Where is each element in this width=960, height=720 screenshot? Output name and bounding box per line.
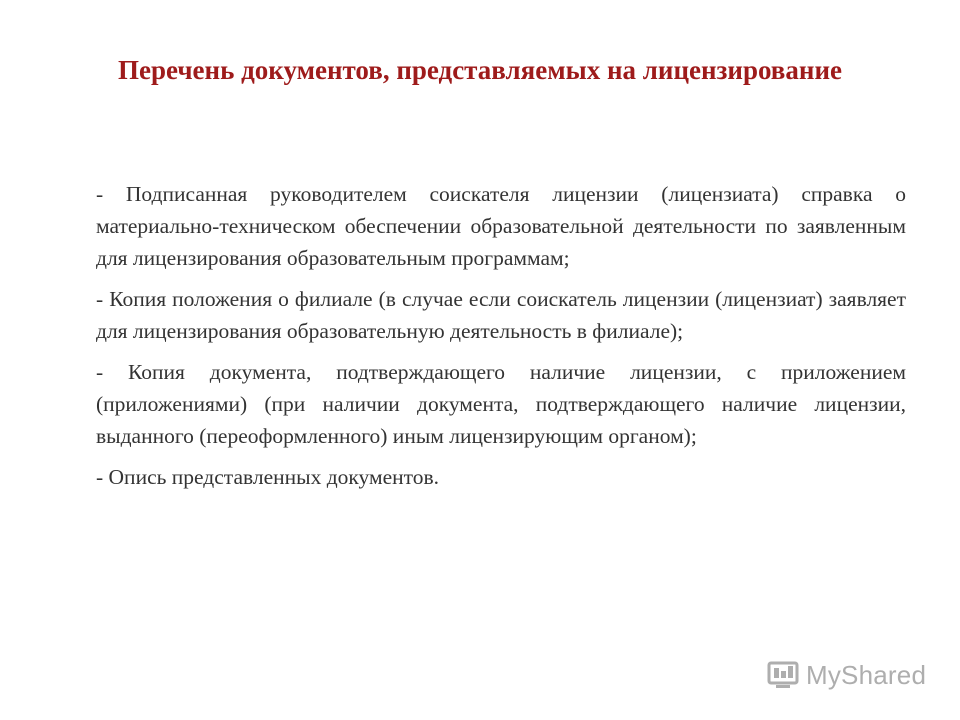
list-item: - Опись представленных документов. <box>96 465 440 489</box>
myshared-logo-text: MyShared <box>806 659 927 690</box>
list-item: - Подписанная руководителем соискателя лицензии (лицензиата) справка о материально-техническом обеспечении образовательной деятельности по заявленным для лицензирования образовательным программам; <box>96 182 906 270</box>
document-list <box>96 178 906 502</box>
myshared-watermark <box>766 655 926 695</box>
list-item: - Копия положения о филиале (в случае если соискатель лицензии (лицензиат) заявляет для лицензирования образовательную деятельность в филиале); <box>96 287 906 343</box>
list-item: - Копия документа, подтверждающего наличие лицензии, с приложением (приложениями) (при наличии документа, подтверждающего наличие лицензии, выданного (переоформленного) иным лицензирующим органом); <box>96 360 906 448</box>
slide-title: Перечень документов, представляемых на лицензирование <box>118 55 842 85</box>
myshared-logo-icon <box>766 660 800 690</box>
